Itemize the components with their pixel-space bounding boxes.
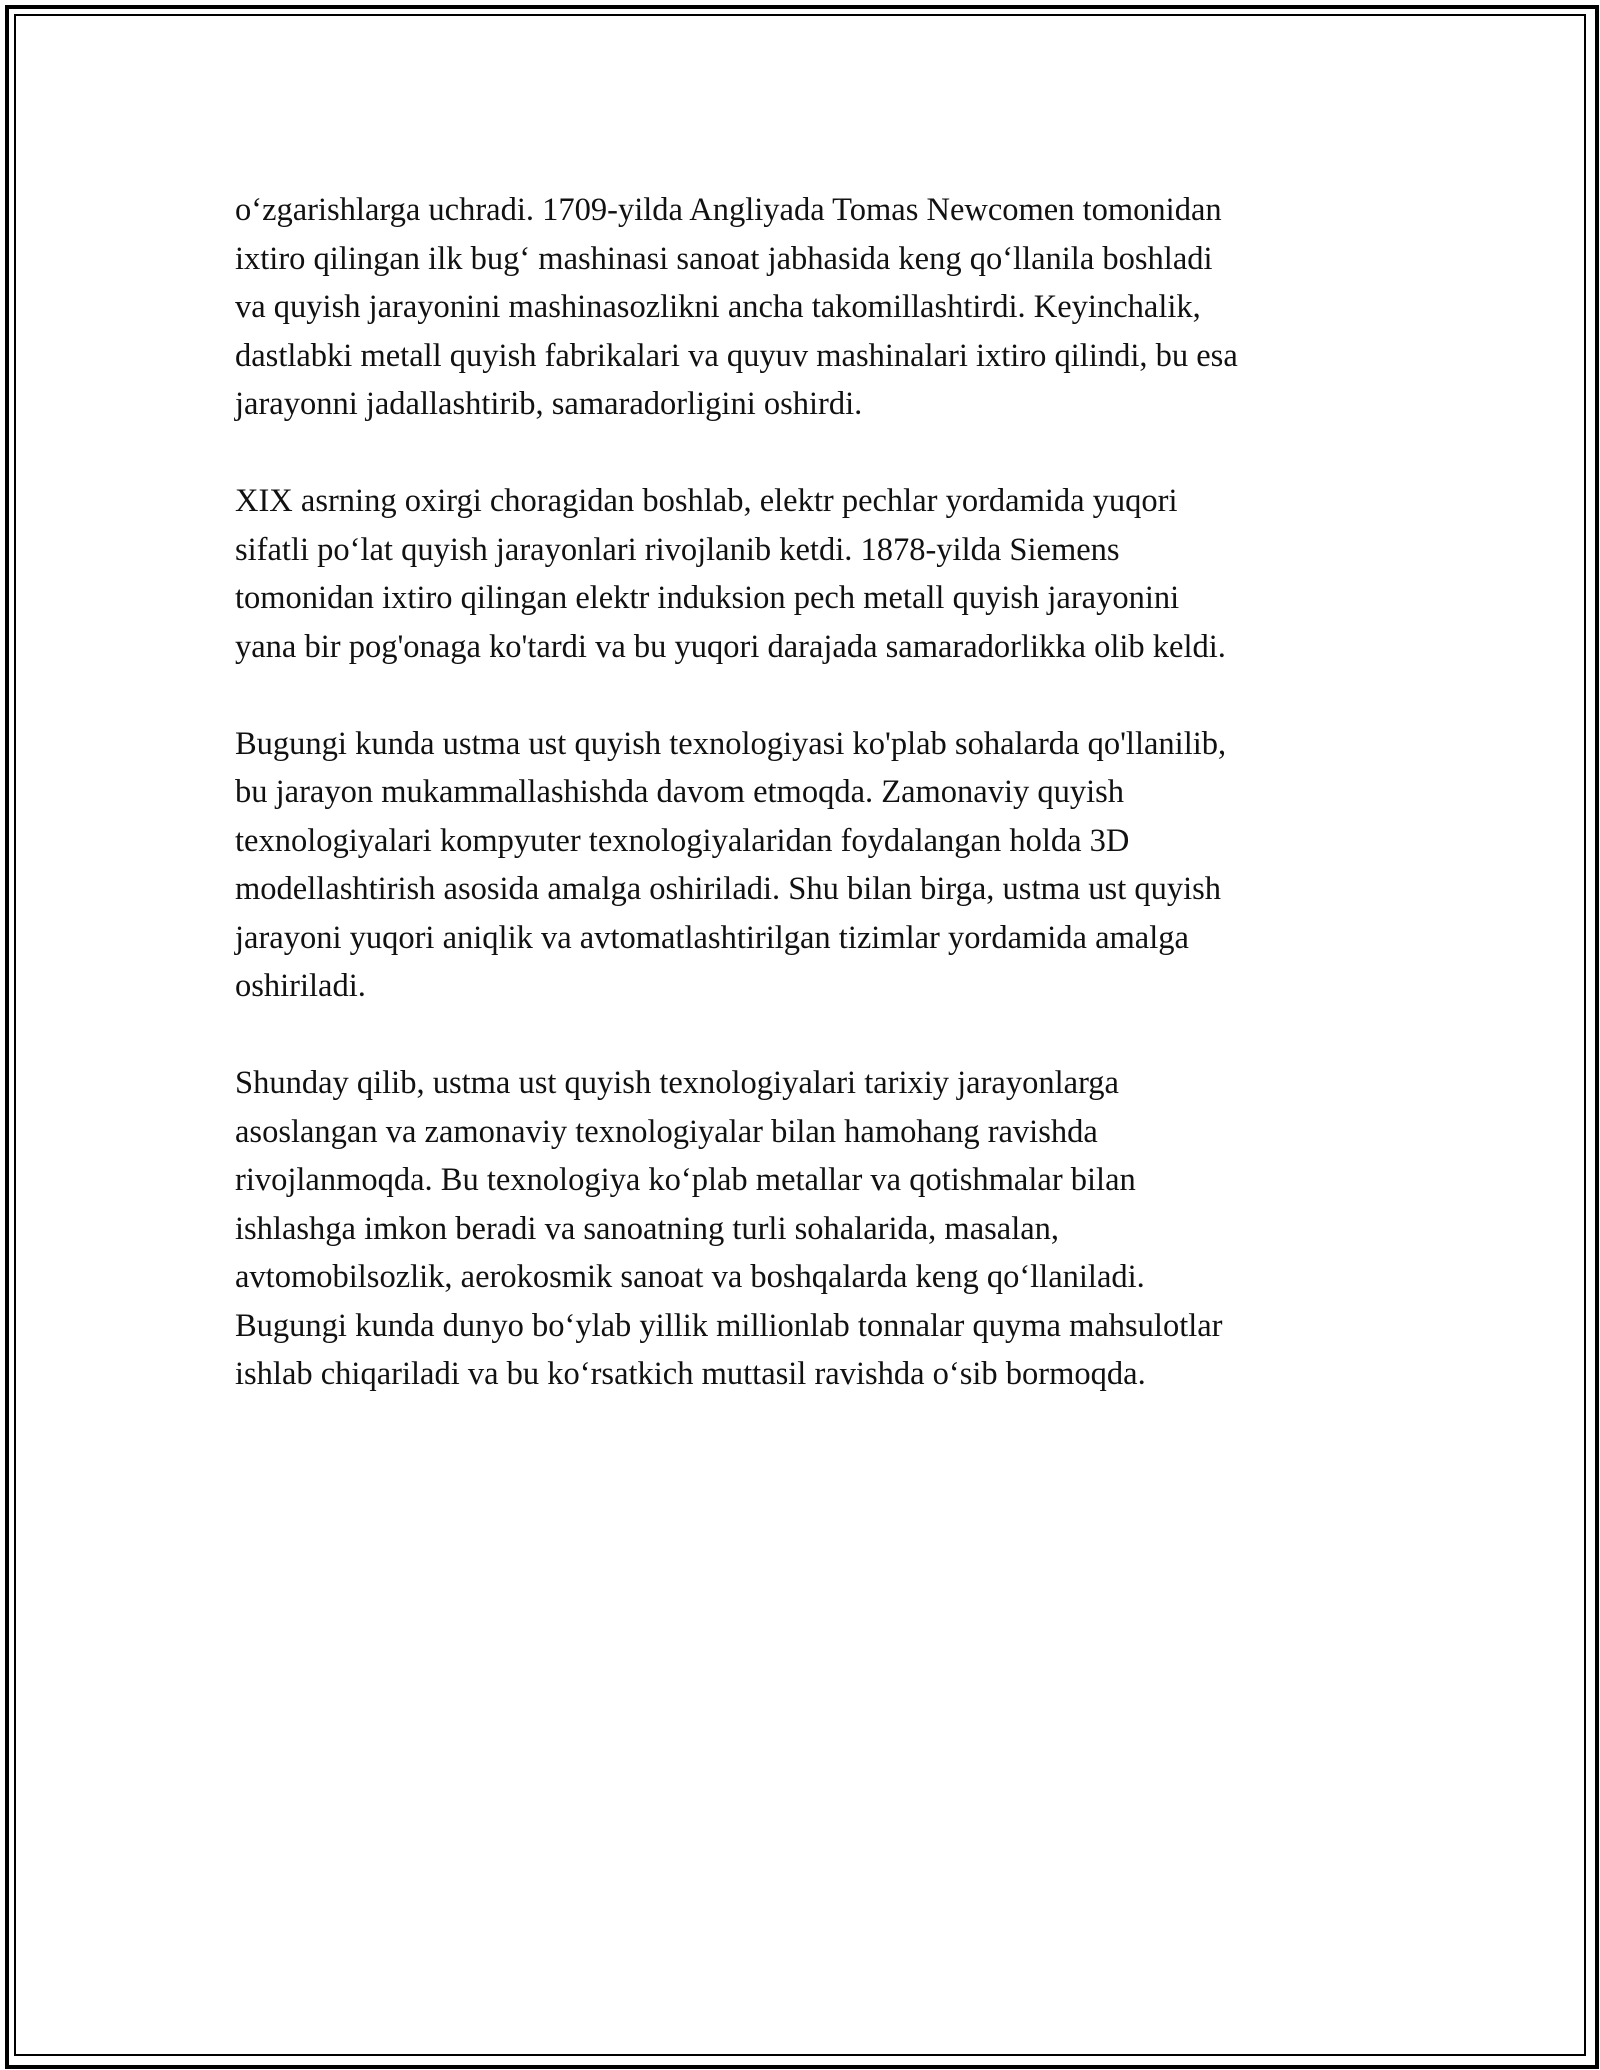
text-line: rivojlanmoqda. Bu texnologiya ko‘plab metallar va qotishmalar bilan (235, 1162, 1136, 1198)
text-line: dastlabki metall quyish fabrikalari va quyuv mashinalari ixtiro qilindi, bu esa (235, 337, 1238, 374)
text-line: oshiriladi. (235, 968, 366, 1004)
text-line: tomonidan ixtiro qilingan elektr induksion pech metall quyish jarayonini (235, 580, 1180, 616)
document-body (235, 186, 1375, 1447)
paragraph-3 (235, 720, 1375, 1011)
paragraph-1 (235, 186, 1375, 429)
paragraph-2 (235, 477, 1375, 671)
text-line: jarayoni yuqori aniqlik va avtomatlashtirilgan tizimlar yordamida amalga (235, 919, 1189, 956)
text-line: bu jarayon mukammallashishda davom etmoqda. Zamonaviy quyish (235, 774, 1125, 810)
text-line: o‘zgarishlarga uchradi. 1709-yilda Angliyada Tomas Newcomen tomonidan (235, 192, 1222, 228)
text-line: ishlashga imkon beradi va sanoatning turli sohalarida, masalan, (235, 1210, 1060, 1247)
text-line: va quyish jarayonini mashinasozlikni ancha takomillashtirdi. Keyinchalik, (235, 289, 1201, 325)
text-line: XIX asrning oxirgi choragidan boshlab, elektr pechlar yordamida yuqori (235, 483, 1178, 519)
paragraph-4 (235, 1059, 1375, 1399)
text-line: avtomobilsozlik, aerokosmik sanoat va boshqalarda keng qo‘llaniladi. (235, 1259, 1145, 1295)
text-line: modellashtirish asosida amalga oshiriladi. Shu bilan birga, ustma ust quyish (235, 871, 1222, 907)
text-line: yana bir pog'onaga ko'tardi va bu yuqori darajada samaradorlikka olib keldi. (235, 628, 1226, 665)
text-line: Bugungi kunda ustma ust quyish texnologiyasi ko'plab sohalarda qo'llanilib, (235, 725, 1227, 762)
text-line: Shunday qilib, ustma ust quyish texnologiyalari tarixiy jarayonlarga (235, 1065, 1119, 1101)
text-line: texnologiyalari kompyuter texnologiyalaridan foydalangan holda 3D (235, 822, 1130, 859)
text-line: jarayonni jadallashtirib, samaradorligini oshirdi. (235, 386, 863, 422)
text-line: sifatli po‘lat quyish jarayonlari rivojlanib ketdi. 1878-yilda Siemens (235, 531, 1120, 568)
text-line: ixtiro qilingan ilk bug‘ mashinasi sanoat jabhasida keng qo‘llanila boshladi (235, 240, 1213, 277)
text-line: Bugungi kunda dunyo bo‘ylab yillik millionlab tonnalar quyma mahsulotlar (235, 1307, 1223, 1344)
text-line: ishlab chiqariladi va bu ko‘rsatkich muttasil ravishda o‘sib bormoqda. (235, 1356, 1146, 1392)
text-line: asoslangan va zamonaviy texnologiyalar bilan hamohang ravishda (235, 1113, 1098, 1150)
